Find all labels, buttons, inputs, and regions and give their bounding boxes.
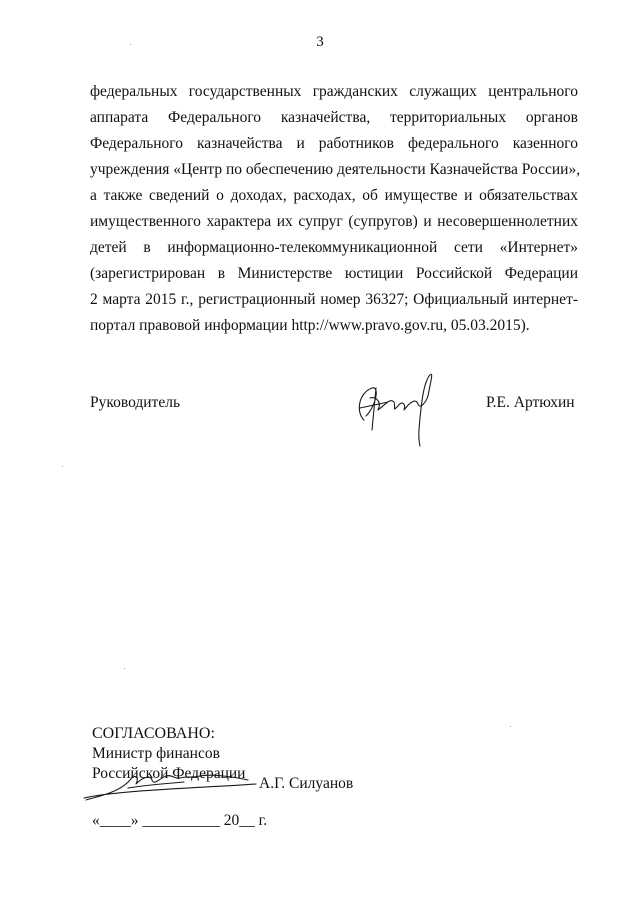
body-line: 2 марта 2015 г., регистрационный номер 36327; Официальный интернет- [90, 291, 578, 308]
scan-speck [62, 466, 63, 467]
body-line: аппарата Федерального казначейства, территориальных органов [90, 109, 578, 126]
approval-title: СОГЛАСОВАНО: [92, 725, 215, 742]
signatory-position: Руководитель [90, 394, 181, 411]
body-line: Федерального казначейства и работников федерального казенного [90, 135, 578, 152]
scan-speck [510, 726, 511, 727]
body-line: (зарегистрирован в Министерстве юстиции Российской Федерации [90, 265, 578, 282]
handwritten-signature [336, 358, 446, 448]
body-line: федеральных государственных гражданских служащих центрального [90, 83, 578, 100]
body-line-last: портал правовой информации http://www.pravo.gov.ru, 05.03.2015). [90, 317, 530, 334]
signatory-name: Р.Е. Артюхин [486, 394, 575, 411]
body-line: учреждения «Центр по обеспечению деятельности Казначейства России», [90, 161, 581, 178]
body-text [90, 79, 581, 339]
body-line: имущественного характера их супруг (супругов) и несовершеннолетних [90, 213, 578, 230]
approval-signature [80, 766, 270, 806]
approval-role-line1: Министр финансов [92, 745, 220, 762]
approval-name: А.Г. Силуанов [259, 775, 354, 792]
body-line: а также сведений о доходах, расходах, об имуществе и обязательствах [90, 187, 578, 204]
scan-speck [124, 668, 125, 669]
page-number: 3 [316, 34, 324, 50]
date-line: «____» __________ 20__ г. [92, 812, 268, 829]
approval-role-line2: Российской Федерации [92, 765, 246, 782]
body-line: детей в информационно-телекоммуникационной сети «Интернет» [90, 239, 578, 256]
scan-speck [130, 44, 131, 45]
